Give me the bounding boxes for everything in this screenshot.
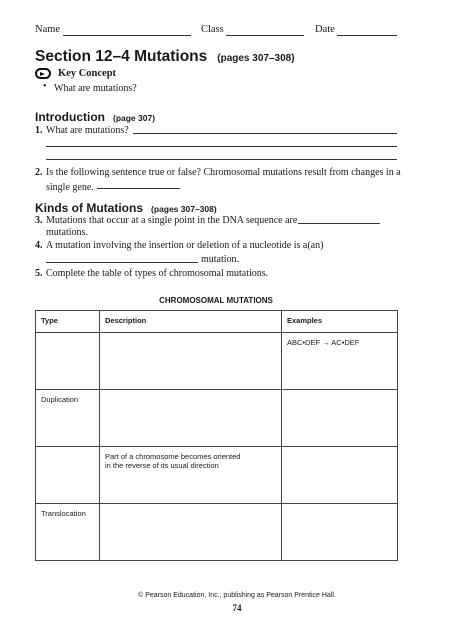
section-heading	[35, 48, 295, 66]
q3-number: 3.	[35, 215, 43, 226]
description-cell[interactable]	[100, 333, 282, 390]
q5-text: Complete the table of types of chromosomal mutations.	[46, 268, 269, 279]
table-header-row	[36, 311, 398, 333]
q2-answer-field[interactable]	[97, 188, 180, 189]
key-concept-icon	[35, 68, 51, 79]
introduction-pages: (page 307)	[112, 113, 156, 123]
kinds-title: Kinds of Mutations	[35, 201, 143, 215]
table-row	[36, 333, 398, 390]
q3-text-line-2: mutations.	[46, 227, 88, 238]
copyright-notice: © Pearson Education, Inc., publishing as Pearson Prentice Hall.	[138, 592, 336, 599]
q2-text-line-1: Is the following sentence true or false? Chromosomal mutations result from changes in a	[46, 167, 401, 178]
table-row	[36, 504, 398, 561]
q4-text-line-1: A mutation involving the insertion or deletion of a nucleotide is a(an)	[46, 240, 324, 251]
type-cell[interactable]	[36, 333, 100, 390]
date-label: Date	[315, 24, 335, 35]
page-number: 74	[232, 603, 242, 613]
description-line-2: in the reverse of its usual direction	[105, 461, 219, 470]
q1-answer-line-3[interactable]	[46, 159, 397, 160]
column-header-examples: Examples	[282, 311, 398, 333]
q3-text-line-1: Mutations that occur at a single point in the DNA sequence are	[46, 215, 298, 226]
table-row	[36, 390, 398, 447]
type-cell[interactable]	[36, 447, 100, 504]
type-cell: Duplication	[36, 390, 100, 447]
bullet-icon: •	[43, 81, 47, 92]
q1-number: 1.	[35, 125, 43, 136]
q5-number: 5.	[35, 268, 43, 279]
name-field[interactable]	[63, 35, 191, 36]
example-cell[interactable]	[282, 447, 398, 504]
type-cell: Translocation	[36, 504, 100, 561]
table-row	[36, 447, 398, 504]
kinds-pages: (pages 307–308)	[151, 204, 217, 214]
example-cell[interactable]	[282, 504, 398, 561]
class-field[interactable]	[226, 35, 304, 36]
name-label: Name	[35, 24, 61, 35]
table-title: CHROMOSOMAL MUTATIONS	[159, 296, 273, 305]
q4-answer-field[interactable]	[46, 262, 198, 263]
description-cell	[100, 447, 282, 504]
section-title: Section 12–4 Mutations	[35, 48, 208, 65]
q2-number: 2.	[35, 167, 43, 178]
date-field[interactable]	[337, 35, 397, 36]
q4-number: 4.	[35, 240, 43, 251]
example-cell[interactable]	[282, 390, 398, 447]
description-cell[interactable]	[100, 504, 282, 561]
introduction-title: Introduction	[35, 110, 105, 124]
key-concept-bullet: What are mutations?	[54, 83, 137, 94]
q2-text-line-2: single gene.	[46, 182, 94, 193]
key-concept-label: Key Concept	[58, 68, 117, 79]
section-pages: (pages 307–308)	[217, 53, 295, 64]
example-cell: ABC•DEF → AC•DEF	[282, 333, 398, 390]
q1-answer-line-1[interactable]	[133, 133, 397, 134]
q1-answer-line-2[interactable]	[46, 146, 397, 147]
description-cell[interactable]	[100, 390, 282, 447]
q3-answer-field[interactable]	[298, 223, 380, 224]
column-header-description: Description	[100, 311, 282, 333]
q1-text: What are mutations?	[46, 125, 129, 136]
chromosomal-mutations-table	[35, 310, 398, 561]
q4-text-line-2: mutation.	[201, 254, 240, 265]
description-line-1: Part of a chromosome becomes oriented	[105, 452, 241, 461]
class-label: Class	[201, 24, 224, 35]
column-header-type: Type	[36, 311, 100, 333]
